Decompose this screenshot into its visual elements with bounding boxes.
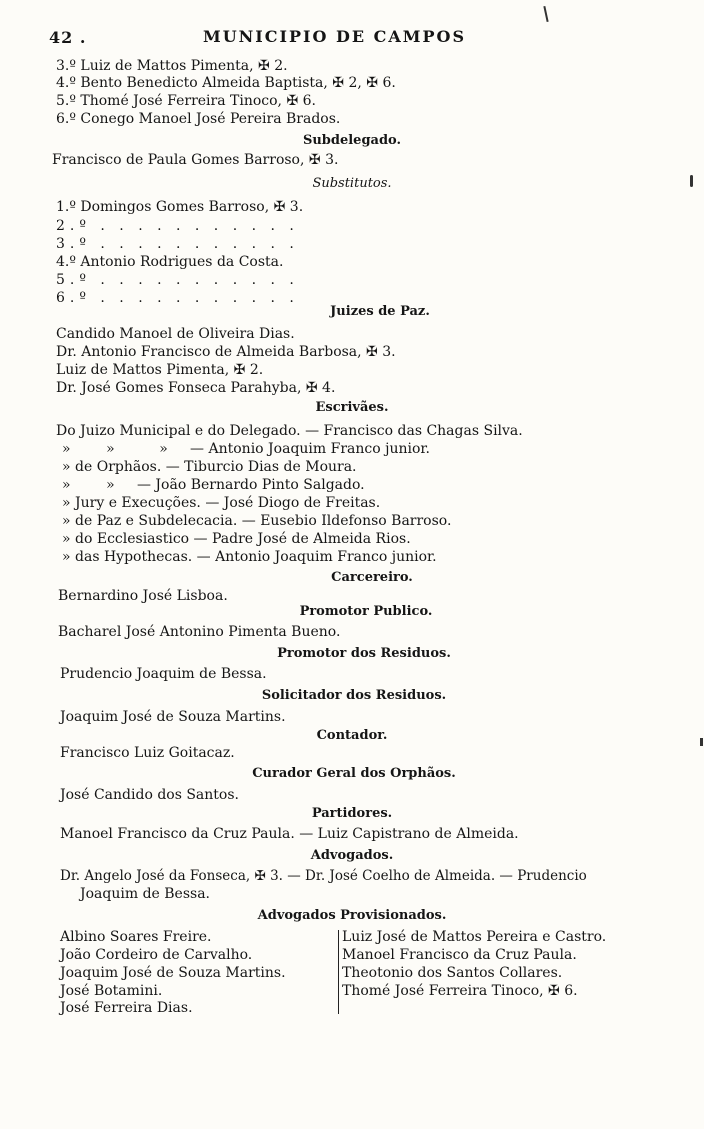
entry-line: Dr. Angelo José da Fonseca, ✠ 3. — Dr. José Coelho de Almeida. — Prudencio: [60, 868, 587, 884]
entry-line: José Candido dos Santos.: [60, 787, 239, 803]
section-heading-solicitador: Solicitador dos Residuos.: [261, 688, 447, 703]
list-item: Albino Soares Freire.: [60, 929, 212, 945]
list-item: Thomé José Ferreira Tinoco, ✠ 6.: [342, 983, 578, 999]
list-item: » de Paz e Subdelecacia. — Eusebio Ildefonso Barroso.: [62, 513, 452, 529]
list-item: » de Orphãos. — Tiburcio Dias de Moura.: [62, 459, 357, 475]
list-item: Candido Manoel de Oliveira Dias.: [56, 326, 295, 342]
list-item: » » » — Antonio Joaquim Franco junior.: [62, 441, 430, 457]
list-item: 1.º Domingos Gomes Barroso, ✠ 3.: [56, 199, 304, 215]
entry-line: Francisco de Paula Gomes Barroso, ✠ 3.: [52, 152, 339, 168]
list-item: Luiz de Mattos Pimenta, ✠ 2.: [56, 362, 264, 378]
page-number: 42 .: [49, 28, 87, 47]
list-item: Manoel Francisco da Cruz Paula.: [342, 947, 577, 963]
list-item: » Jury e Execuções. — José Diogo de Freitas.: [62, 495, 381, 511]
entry-line: 5.º Thomé José Ferreira Tinoco, ✠ 6.: [56, 93, 316, 109]
entry-line: Joaquim de Bessa.: [80, 886, 211, 902]
section-heading-advogados: Advogados.: [310, 848, 394, 863]
entry-line: Bernardino José Lisboa.: [58, 588, 228, 604]
ink-mark: [690, 175, 693, 187]
list-item: » do Ecclesiastico — Padre José de Almeida Rios.: [62, 531, 411, 547]
entry-line: 6.º Conego Manoel José Pereira Brados.: [56, 111, 341, 127]
list-item: Dr. Antonio Francisco de Almeida Barbosa, ✠ 3.: [56, 344, 396, 360]
list-item: 5.º . . . . . . . . . . .: [56, 272, 299, 288]
section-heading-curador: Curador Geral dos Orphãos.: [252, 766, 456, 781]
entry-line: Prudencio Joaquim de Bessa.: [60, 666, 267, 682]
section-heading-carcereiro: Carcereiro.: [331, 570, 413, 585]
list-item: Dr. José Gomes Fonseca Parahyba, ✠ 4.: [56, 380, 336, 396]
ink-mark: [543, 6, 548, 22]
list-item: » » — João Bernardo Pinto Salgado.: [62, 477, 365, 493]
list-item: 2.º . . . . . . . . . . .: [56, 218, 299, 234]
entry-line: Francisco Luiz Goitacaz.: [60, 745, 235, 761]
section-heading-promotor-publico: Promotor Publico.: [299, 604, 433, 619]
list-item: José Ferreira Dias.: [60, 1000, 193, 1016]
list-item: 4.º Antonio Rodrigues da Costa.: [56, 254, 284, 270]
entry-line: 3.º Luiz de Mattos Pimenta, ✠ 2.: [56, 58, 288, 74]
list-item: João Cordeiro de Carvalho.: [60, 947, 253, 963]
list-item: Do Juizo Municipal e do Delegado. — Francisco das Chagas Silva.: [56, 423, 523, 439]
list-item: José Botamini.: [60, 983, 163, 999]
section-heading-substitutos: Substitutos.: [312, 176, 392, 191]
page-title: MUNICIPIO DE CAMPOS: [203, 27, 467, 46]
column-divider: [338, 930, 339, 1014]
section-heading-provisionados: Advogados Provisionados.: [257, 908, 447, 923]
list-item: 3.º . . . . . . . . . . .: [56, 236, 299, 252]
list-item: » das Hypothecas. — Antonio Joaquim Franco junior.: [62, 549, 437, 565]
entry-line: Bacharel José Antonino Pimenta Bueno.: [58, 624, 341, 640]
section-heading-promotor-residuos: Promotor dos Residuos.: [277, 646, 451, 661]
section-heading-juizes: Juizes de Paz.: [330, 304, 430, 319]
list-item: 6.º . . . . . . . . . . .: [56, 290, 299, 306]
section-heading-escrivaes: Escrivães.: [315, 400, 389, 415]
ink-mark: [700, 738, 703, 746]
section-heading-partidores: Partidores.: [311, 806, 393, 821]
section-heading-subdelegado: Subdelegado.: [302, 133, 402, 148]
section-heading-contador: Contador.: [316, 728, 388, 743]
entry-line: 4.º Bento Benedicto Almeida Baptista, ✠ 2, ✠ 6.: [56, 75, 396, 91]
entry-line: Joaquim José de Souza Martins.: [60, 709, 286, 725]
list-item: Theotonio dos Santos Collares.: [342, 965, 563, 981]
list-item: Joaquim José de Souza Martins.: [60, 965, 286, 981]
list-item: Luiz José de Mattos Pereira e Castro.: [342, 929, 607, 945]
entry-line: Manoel Francisco da Cruz Paula. — Luiz Capistrano de Almeida.: [60, 826, 519, 842]
